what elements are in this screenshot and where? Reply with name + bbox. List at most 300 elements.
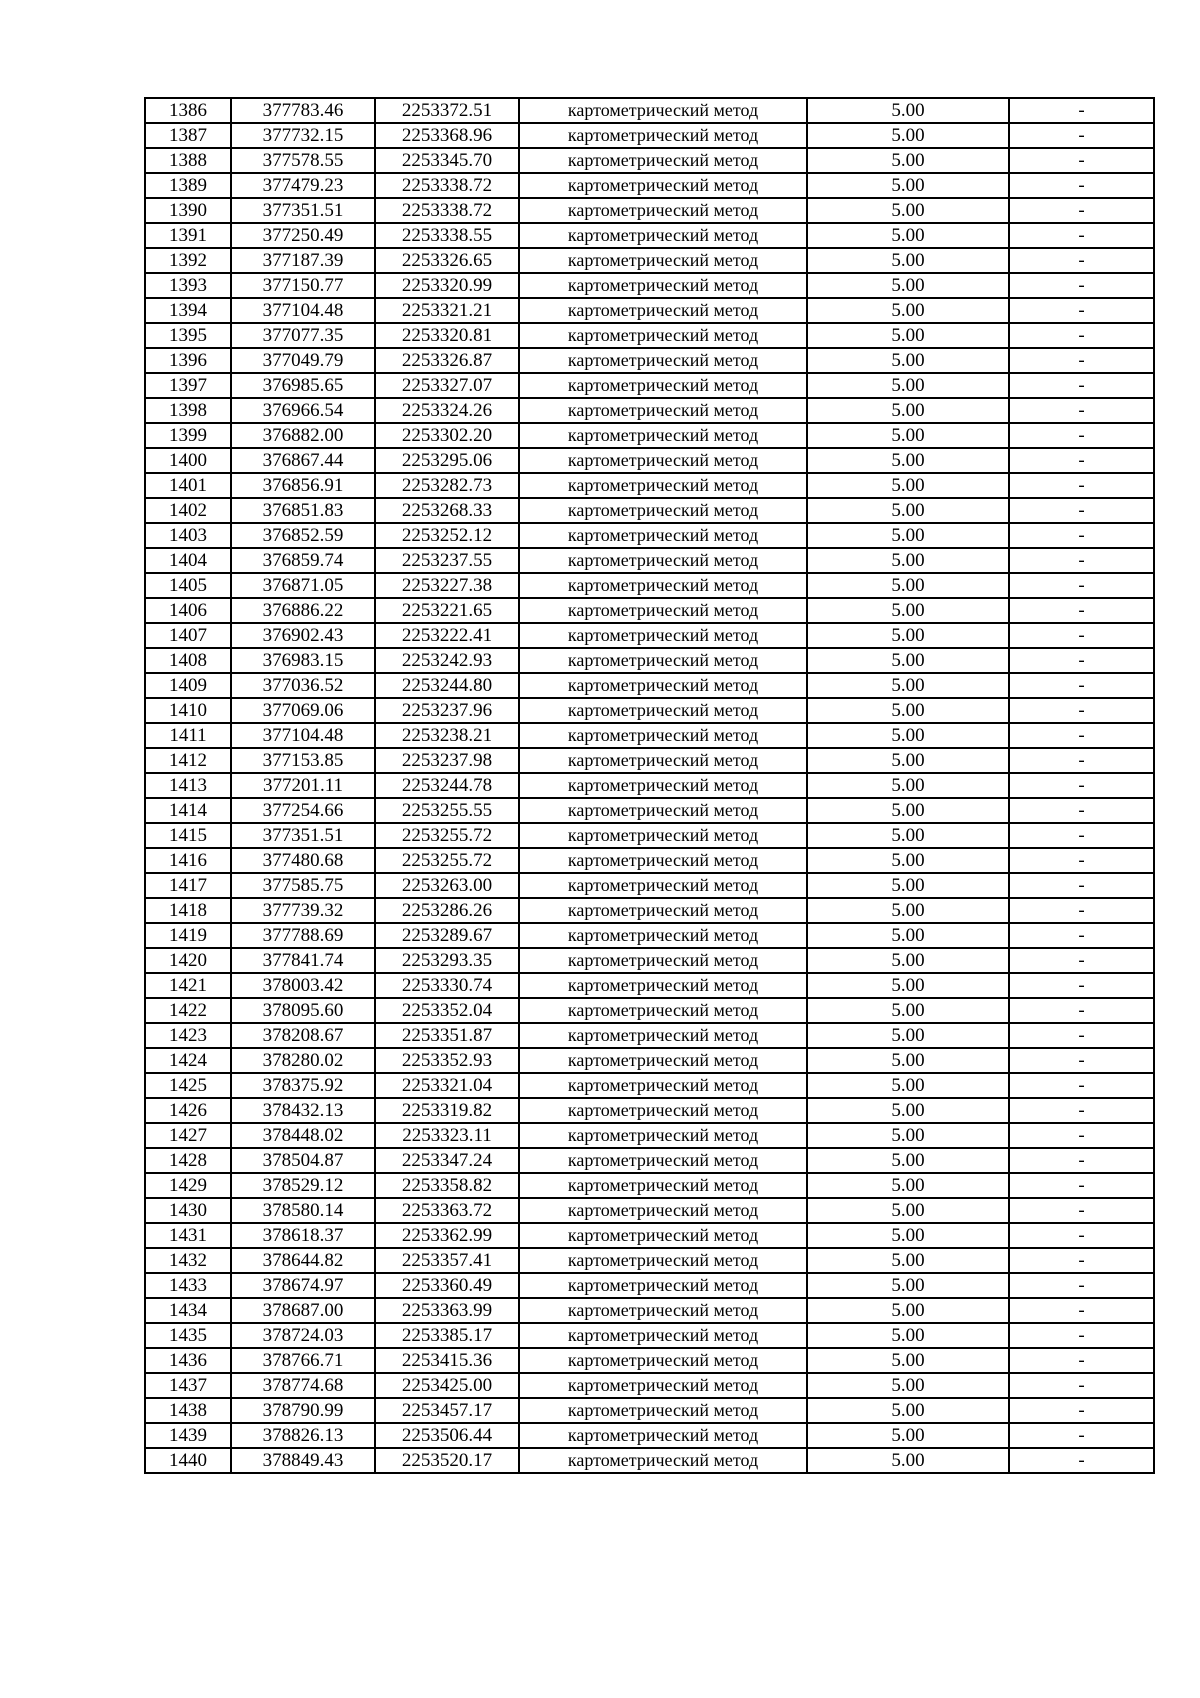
method-cell: картометрический метод — [519, 1348, 807, 1373]
table-row — [145, 1373, 1154, 1398]
table-row — [145, 223, 1154, 248]
table-row — [145, 948, 1154, 973]
note-cell: - — [1009, 748, 1154, 773]
table-row — [145, 1423, 1154, 1448]
x-coordinate-cell: 378580.14 — [231, 1198, 375, 1223]
table-row — [145, 173, 1154, 198]
point-number-cell: 1434 — [145, 1298, 231, 1323]
note-cell: - — [1009, 973, 1154, 998]
y-coordinate-cell: 2253295.06 — [375, 448, 519, 473]
note-cell: - — [1009, 273, 1154, 298]
method-cell: картометрический метод — [519, 448, 807, 473]
table-row — [145, 923, 1154, 948]
table-row — [145, 973, 1154, 998]
x-coordinate-cell: 377104.48 — [231, 298, 375, 323]
method-cell: картометрический метод — [519, 673, 807, 698]
y-coordinate-cell: 2253242.93 — [375, 648, 519, 673]
y-coordinate-cell: 2253237.98 — [375, 748, 519, 773]
note-cell: - — [1009, 1048, 1154, 1073]
accuracy-cell: 5.00 — [807, 198, 1009, 223]
point-number-cell: 1408 — [145, 648, 231, 673]
method-cell: картометрический метод — [519, 498, 807, 523]
method-cell: картометрический метод — [519, 1023, 807, 1048]
point-number-cell: 1407 — [145, 623, 231, 648]
note-cell: - — [1009, 223, 1154, 248]
table-row — [145, 823, 1154, 848]
method-cell: картометрический метод — [519, 548, 807, 573]
note-cell: - — [1009, 673, 1154, 698]
y-coordinate-cell: 2253227.38 — [375, 573, 519, 598]
note-cell: - — [1009, 448, 1154, 473]
table-row — [145, 1198, 1154, 1223]
table-row — [145, 773, 1154, 798]
point-number-cell: 1430 — [145, 1198, 231, 1223]
note-cell: - — [1009, 648, 1154, 673]
note-cell: - — [1009, 1323, 1154, 1348]
point-number-cell: 1425 — [145, 1073, 231, 1098]
method-cell: картометрический метод — [519, 973, 807, 998]
point-number-cell: 1386 — [145, 98, 231, 123]
note-cell: - — [1009, 1198, 1154, 1223]
accuracy-cell: 5.00 — [807, 1348, 1009, 1373]
note-cell: - — [1009, 698, 1154, 723]
note-cell: - — [1009, 1223, 1154, 1248]
y-coordinate-cell: 2253320.81 — [375, 323, 519, 348]
y-coordinate-cell: 2253255.72 — [375, 823, 519, 848]
note-cell: - — [1009, 598, 1154, 623]
note-cell: - — [1009, 1148, 1154, 1173]
note-cell: - — [1009, 573, 1154, 598]
accuracy-cell: 5.00 — [807, 1098, 1009, 1123]
table-row — [145, 298, 1154, 323]
table-row — [145, 1173, 1154, 1198]
note-cell: - — [1009, 1448, 1154, 1473]
y-coordinate-cell: 2253363.99 — [375, 1298, 519, 1323]
method-cell: картометрический метод — [519, 473, 807, 498]
note-cell: - — [1009, 623, 1154, 648]
point-number-cell: 1400 — [145, 448, 231, 473]
table-row — [145, 1223, 1154, 1248]
note-cell: - — [1009, 923, 1154, 948]
y-coordinate-cell: 2253326.65 — [375, 248, 519, 273]
x-coordinate-cell: 377351.51 — [231, 823, 375, 848]
point-number-cell: 1432 — [145, 1248, 231, 1273]
table-row — [145, 1123, 1154, 1148]
method-cell: картометрический метод — [519, 123, 807, 148]
x-coordinate-cell: 378687.00 — [231, 1298, 375, 1323]
table-row — [145, 1073, 1154, 1098]
point-number-cell: 1438 — [145, 1398, 231, 1423]
x-coordinate-cell: 377783.46 — [231, 98, 375, 123]
point-number-cell: 1427 — [145, 1123, 231, 1148]
x-coordinate-cell: 377788.69 — [231, 923, 375, 948]
point-number-cell: 1397 — [145, 373, 231, 398]
x-coordinate-cell: 378849.43 — [231, 1448, 375, 1473]
point-number-cell: 1412 — [145, 748, 231, 773]
accuracy-cell: 5.00 — [807, 1373, 1009, 1398]
method-cell: картометрический метод — [519, 948, 807, 973]
table-row — [145, 1048, 1154, 1073]
accuracy-cell: 5.00 — [807, 1123, 1009, 1148]
x-coordinate-cell: 376867.44 — [231, 448, 375, 473]
y-coordinate-cell: 2253415.36 — [375, 1348, 519, 1373]
y-coordinate-cell: 2253255.72 — [375, 848, 519, 873]
x-coordinate-cell: 378774.68 — [231, 1373, 375, 1398]
accuracy-cell: 5.00 — [807, 973, 1009, 998]
note-cell: - — [1009, 723, 1154, 748]
accuracy-cell: 5.00 — [807, 1148, 1009, 1173]
y-coordinate-cell: 2253320.99 — [375, 273, 519, 298]
y-coordinate-cell: 2253321.04 — [375, 1073, 519, 1098]
note-cell: - — [1009, 1373, 1154, 1398]
x-coordinate-cell: 376983.15 — [231, 648, 375, 673]
x-coordinate-cell: 378504.87 — [231, 1148, 375, 1173]
table-row — [145, 1098, 1154, 1123]
note-cell: - — [1009, 1398, 1154, 1423]
accuracy-cell: 5.00 — [807, 1173, 1009, 1198]
y-coordinate-cell: 2253457.17 — [375, 1398, 519, 1423]
point-number-cell: 1396 — [145, 348, 231, 373]
point-number-cell: 1424 — [145, 1048, 231, 1073]
method-cell: картометрический метод — [519, 173, 807, 198]
point-number-cell: 1440 — [145, 1448, 231, 1473]
table-row — [145, 248, 1154, 273]
method-cell: картометрический метод — [519, 598, 807, 623]
table-row — [145, 1398, 1154, 1423]
x-coordinate-cell: 378766.71 — [231, 1348, 375, 1373]
note-cell: - — [1009, 948, 1154, 973]
x-coordinate-cell: 377104.48 — [231, 723, 375, 748]
note-cell: - — [1009, 1298, 1154, 1323]
point-number-cell: 1436 — [145, 1348, 231, 1373]
method-cell: картометрический метод — [519, 98, 807, 123]
note-cell: - — [1009, 123, 1154, 148]
note-cell: - — [1009, 148, 1154, 173]
table-row — [145, 323, 1154, 348]
table-row — [145, 473, 1154, 498]
table-row — [145, 1023, 1154, 1048]
note-cell: - — [1009, 823, 1154, 848]
table-row — [145, 1273, 1154, 1298]
accuracy-cell: 5.00 — [807, 723, 1009, 748]
y-coordinate-cell: 2253222.41 — [375, 623, 519, 648]
point-number-cell: 1411 — [145, 723, 231, 748]
note-cell: - — [1009, 248, 1154, 273]
method-cell: картометрический метод — [519, 1248, 807, 1273]
table-row — [145, 373, 1154, 398]
table-row — [145, 623, 1154, 648]
table-row — [145, 498, 1154, 523]
note-cell: - — [1009, 423, 1154, 448]
point-number-cell: 1414 — [145, 798, 231, 823]
accuracy-cell: 5.00 — [807, 298, 1009, 323]
accuracy-cell: 5.00 — [807, 598, 1009, 623]
table-row — [145, 798, 1154, 823]
y-coordinate-cell: 2253323.11 — [375, 1123, 519, 1148]
x-coordinate-cell: 378208.67 — [231, 1023, 375, 1048]
x-coordinate-cell: 377254.66 — [231, 798, 375, 823]
point-number-cell: 1404 — [145, 548, 231, 573]
x-coordinate-cell: 377739.32 — [231, 898, 375, 923]
table-row — [145, 423, 1154, 448]
method-cell: картометрический метод — [519, 1148, 807, 1173]
note-cell: - — [1009, 1248, 1154, 1273]
x-coordinate-cell: 377201.11 — [231, 773, 375, 798]
x-coordinate-cell: 376882.00 — [231, 423, 375, 448]
point-number-cell: 1392 — [145, 248, 231, 273]
x-coordinate-cell: 376886.22 — [231, 598, 375, 623]
accuracy-cell: 5.00 — [807, 823, 1009, 848]
x-coordinate-cell: 378826.13 — [231, 1423, 375, 1448]
y-coordinate-cell: 2253268.33 — [375, 498, 519, 523]
table-row — [145, 898, 1154, 923]
method-cell: картометрический метод — [519, 1323, 807, 1348]
accuracy-cell: 5.00 — [807, 373, 1009, 398]
table-row — [145, 1448, 1154, 1473]
note-cell: - — [1009, 298, 1154, 323]
y-coordinate-cell: 2253347.24 — [375, 1148, 519, 1173]
coordinates-table — [144, 97, 1155, 1474]
accuracy-cell: 5.00 — [807, 448, 1009, 473]
method-cell: картометрический метод — [519, 1398, 807, 1423]
accuracy-cell: 5.00 — [807, 173, 1009, 198]
method-cell: картометрический метод — [519, 623, 807, 648]
y-coordinate-cell: 2253238.21 — [375, 723, 519, 748]
point-number-cell: 1422 — [145, 998, 231, 1023]
x-coordinate-cell: 378280.02 — [231, 1048, 375, 1073]
accuracy-cell: 5.00 — [807, 323, 1009, 348]
table-row — [145, 648, 1154, 673]
y-coordinate-cell: 2253362.99 — [375, 1223, 519, 1248]
x-coordinate-cell: 376966.54 — [231, 398, 375, 423]
table-row — [145, 123, 1154, 148]
point-number-cell: 1391 — [145, 223, 231, 248]
point-number-cell: 1429 — [145, 1173, 231, 1198]
point-number-cell: 1401 — [145, 473, 231, 498]
method-cell: картометрический метод — [519, 648, 807, 673]
accuracy-cell: 5.00 — [807, 748, 1009, 773]
accuracy-cell: 5.00 — [807, 1298, 1009, 1323]
note-cell: - — [1009, 1423, 1154, 1448]
x-coordinate-cell: 377578.55 — [231, 148, 375, 173]
point-number-cell: 1421 — [145, 973, 231, 998]
x-coordinate-cell: 377351.51 — [231, 198, 375, 223]
note-cell: - — [1009, 173, 1154, 198]
x-coordinate-cell: 376859.74 — [231, 548, 375, 573]
method-cell: картометрический метод — [519, 223, 807, 248]
accuracy-cell: 5.00 — [807, 273, 1009, 298]
point-number-cell: 1387 — [145, 123, 231, 148]
y-coordinate-cell: 2253520.17 — [375, 1448, 519, 1473]
method-cell: картометрический метод — [519, 1073, 807, 1098]
x-coordinate-cell: 377480.68 — [231, 848, 375, 873]
y-coordinate-cell: 2253360.49 — [375, 1273, 519, 1298]
method-cell: картометрический метод — [519, 1298, 807, 1323]
x-coordinate-cell: 377049.79 — [231, 348, 375, 373]
point-number-cell: 1402 — [145, 498, 231, 523]
y-coordinate-cell: 2253385.17 — [375, 1323, 519, 1348]
note-cell: - — [1009, 898, 1154, 923]
table-row — [145, 748, 1154, 773]
method-cell: картометрический метод — [519, 998, 807, 1023]
accuracy-cell: 5.00 — [807, 798, 1009, 823]
y-coordinate-cell: 2253289.67 — [375, 923, 519, 948]
method-cell: картометрический метод — [519, 1048, 807, 1073]
x-coordinate-cell: 377250.49 — [231, 223, 375, 248]
y-coordinate-cell: 2253326.87 — [375, 348, 519, 373]
y-coordinate-cell: 2253321.21 — [375, 298, 519, 323]
table-row — [145, 523, 1154, 548]
table-row — [145, 698, 1154, 723]
accuracy-cell: 5.00 — [807, 1048, 1009, 1073]
point-number-cell: 1428 — [145, 1148, 231, 1173]
table-row — [145, 273, 1154, 298]
accuracy-cell: 5.00 — [807, 1398, 1009, 1423]
accuracy-cell: 5.00 — [807, 248, 1009, 273]
x-coordinate-cell: 377479.23 — [231, 173, 375, 198]
method-cell: картометрический метод — [519, 1123, 807, 1148]
accuracy-cell: 5.00 — [807, 523, 1009, 548]
y-coordinate-cell: 2253282.73 — [375, 473, 519, 498]
x-coordinate-cell: 376851.83 — [231, 498, 375, 523]
method-cell: картометрический метод — [519, 773, 807, 798]
method-cell: картометрический метод — [519, 398, 807, 423]
point-number-cell: 1406 — [145, 598, 231, 623]
method-cell: картометрический метод — [519, 323, 807, 348]
note-cell: - — [1009, 373, 1154, 398]
accuracy-cell: 5.00 — [807, 848, 1009, 873]
y-coordinate-cell: 2253372.51 — [375, 98, 519, 123]
x-coordinate-cell: 378644.82 — [231, 1248, 375, 1273]
point-number-cell: 1419 — [145, 923, 231, 948]
note-cell: - — [1009, 1348, 1154, 1373]
point-number-cell: 1399 — [145, 423, 231, 448]
y-coordinate-cell: 2253345.70 — [375, 148, 519, 173]
x-coordinate-cell: 377150.77 — [231, 273, 375, 298]
x-coordinate-cell: 378375.92 — [231, 1073, 375, 1098]
point-number-cell: 1431 — [145, 1223, 231, 1248]
x-coordinate-cell: 377585.75 — [231, 873, 375, 898]
method-cell: картометрический метод — [519, 923, 807, 948]
point-number-cell: 1418 — [145, 898, 231, 923]
table-row — [145, 998, 1154, 1023]
y-coordinate-cell: 2253221.65 — [375, 598, 519, 623]
point-number-cell: 1393 — [145, 273, 231, 298]
note-cell: - — [1009, 348, 1154, 373]
table-row — [145, 548, 1154, 573]
accuracy-cell: 5.00 — [807, 398, 1009, 423]
note-cell: - — [1009, 1273, 1154, 1298]
x-coordinate-cell: 377036.52 — [231, 673, 375, 698]
note-cell: - — [1009, 98, 1154, 123]
method-cell: картометрический метод — [519, 523, 807, 548]
accuracy-cell: 5.00 — [807, 498, 1009, 523]
accuracy-cell: 5.00 — [807, 348, 1009, 373]
x-coordinate-cell: 378674.97 — [231, 1273, 375, 1298]
accuracy-cell: 5.00 — [807, 698, 1009, 723]
accuracy-cell: 5.00 — [807, 423, 1009, 448]
method-cell: картометрический метод — [519, 873, 807, 898]
note-cell: - — [1009, 548, 1154, 573]
accuracy-cell: 5.00 — [807, 673, 1009, 698]
accuracy-cell: 5.00 — [807, 1073, 1009, 1098]
accuracy-cell: 5.00 — [807, 873, 1009, 898]
method-cell: картометрический метод — [519, 1098, 807, 1123]
y-coordinate-cell: 2253338.72 — [375, 198, 519, 223]
y-coordinate-cell: 2253368.96 — [375, 123, 519, 148]
table-row — [145, 448, 1154, 473]
note-cell: - — [1009, 1098, 1154, 1123]
x-coordinate-cell: 376902.43 — [231, 623, 375, 648]
x-coordinate-cell: 378618.37 — [231, 1223, 375, 1248]
y-coordinate-cell: 2253338.55 — [375, 223, 519, 248]
accuracy-cell: 5.00 — [807, 623, 1009, 648]
note-cell: - — [1009, 798, 1154, 823]
accuracy-cell: 5.00 — [807, 148, 1009, 173]
method-cell: картометрический метод — [519, 198, 807, 223]
accuracy-cell: 5.00 — [807, 473, 1009, 498]
method-cell: картометрический метод — [519, 348, 807, 373]
note-cell: - — [1009, 473, 1154, 498]
y-coordinate-cell: 2253506.44 — [375, 1423, 519, 1448]
table-row — [145, 148, 1154, 173]
method-cell: картометрический метод — [519, 273, 807, 298]
method-cell: картометрический метод — [519, 573, 807, 598]
point-number-cell: 1426 — [145, 1098, 231, 1123]
point-number-cell: 1398 — [145, 398, 231, 423]
table-row — [145, 873, 1154, 898]
point-number-cell: 1415 — [145, 823, 231, 848]
note-cell: - — [1009, 1123, 1154, 1148]
point-number-cell: 1394 — [145, 298, 231, 323]
point-number-cell: 1395 — [145, 323, 231, 348]
point-number-cell: 1413 — [145, 773, 231, 798]
y-coordinate-cell: 2253255.55 — [375, 798, 519, 823]
y-coordinate-cell: 2253286.26 — [375, 898, 519, 923]
y-coordinate-cell: 2253252.12 — [375, 523, 519, 548]
accuracy-cell: 5.00 — [807, 1448, 1009, 1473]
note-cell: - — [1009, 398, 1154, 423]
note-cell: - — [1009, 1073, 1154, 1098]
point-number-cell: 1417 — [145, 873, 231, 898]
x-coordinate-cell: 378724.03 — [231, 1323, 375, 1348]
note-cell: - — [1009, 198, 1154, 223]
note-cell: - — [1009, 1023, 1154, 1048]
point-number-cell: 1423 — [145, 1023, 231, 1048]
y-coordinate-cell: 2253352.04 — [375, 998, 519, 1023]
y-coordinate-cell: 2253352.93 — [375, 1048, 519, 1073]
method-cell: картометрический метод — [519, 248, 807, 273]
accuracy-cell: 5.00 — [807, 573, 1009, 598]
x-coordinate-cell: 377841.74 — [231, 948, 375, 973]
accuracy-cell: 5.00 — [807, 1248, 1009, 1273]
x-coordinate-cell: 376985.65 — [231, 373, 375, 398]
x-coordinate-cell: 378448.02 — [231, 1123, 375, 1148]
y-coordinate-cell: 2253319.82 — [375, 1098, 519, 1123]
method-cell: картометрический метод — [519, 748, 807, 773]
note-cell: - — [1009, 498, 1154, 523]
point-number-cell: 1409 — [145, 673, 231, 698]
table-row — [145, 398, 1154, 423]
y-coordinate-cell: 2253327.07 — [375, 373, 519, 398]
accuracy-cell: 5.00 — [807, 1273, 1009, 1298]
x-coordinate-cell: 376871.05 — [231, 573, 375, 598]
method-cell: картометрический метод — [519, 898, 807, 923]
y-coordinate-cell: 2253357.41 — [375, 1248, 519, 1273]
table-row — [145, 198, 1154, 223]
y-coordinate-cell: 2253302.20 — [375, 423, 519, 448]
point-number-cell: 1388 — [145, 148, 231, 173]
